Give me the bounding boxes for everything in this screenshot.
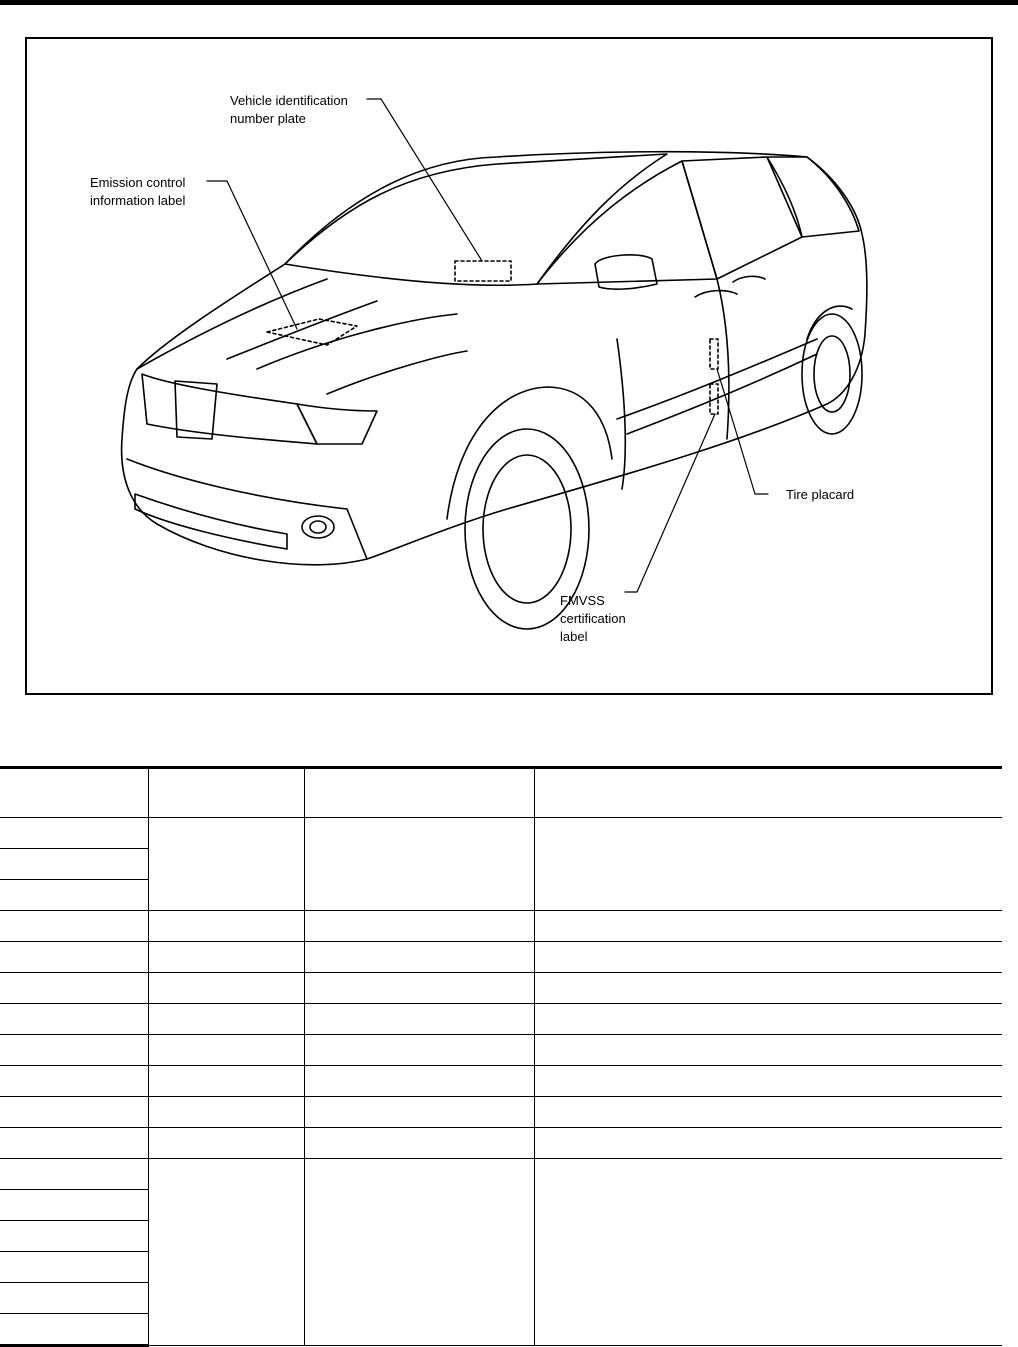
callout-fmvss-certification-label: FMVSS certification label bbox=[560, 593, 626, 644]
table-cell bbox=[148, 818, 304, 911]
table-cell bbox=[304, 818, 534, 911]
table-cell bbox=[0, 1314, 148, 1346]
table-cell bbox=[0, 1252, 148, 1283]
page-header-rule bbox=[0, 0, 1018, 5]
table-cell bbox=[0, 911, 148, 942]
specifications-table bbox=[0, 766, 1002, 1347]
table-cell bbox=[534, 1159, 1002, 1346]
table-cell bbox=[0, 818, 148, 849]
table-row bbox=[0, 942, 1002, 973]
table-cell bbox=[148, 1035, 304, 1066]
table-cell bbox=[148, 1097, 304, 1128]
table-row bbox=[0, 1128, 1002, 1159]
table-cell bbox=[0, 1097, 148, 1128]
table-cell bbox=[304, 1128, 534, 1159]
table-cell bbox=[304, 1097, 534, 1128]
table-row bbox=[0, 1066, 1002, 1097]
table-cell bbox=[534, 942, 1002, 973]
table-cell bbox=[304, 1004, 534, 1035]
table-cell bbox=[0, 880, 148, 911]
table-cell bbox=[148, 1159, 304, 1346]
table-cell bbox=[148, 1128, 304, 1159]
table-cell bbox=[304, 1066, 534, 1097]
table-cell bbox=[0, 973, 148, 1004]
table-row bbox=[0, 1035, 1002, 1066]
table-cell bbox=[148, 1004, 304, 1035]
table-header-row bbox=[0, 768, 1002, 818]
table-header-cell bbox=[148, 768, 304, 818]
callout-emission-control-label: Emission control information label bbox=[90, 175, 186, 208]
table-cell bbox=[0, 1035, 148, 1066]
table-row bbox=[0, 818, 1002, 849]
table-cell bbox=[0, 1128, 148, 1159]
callout-vin-plate: Vehicle identification number plate bbox=[230, 93, 348, 126]
table-row bbox=[0, 1097, 1002, 1128]
table-row bbox=[0, 973, 1002, 1004]
table-cell bbox=[304, 1159, 534, 1346]
table-header-cell bbox=[0, 768, 148, 818]
table-cell bbox=[534, 911, 1002, 942]
vehicle-label-locations-figure bbox=[25, 37, 993, 695]
table-cell bbox=[304, 1035, 534, 1066]
table-cell bbox=[304, 942, 534, 973]
table-cell bbox=[148, 942, 304, 973]
table-cell bbox=[534, 1004, 1002, 1035]
table-cell bbox=[0, 1066, 148, 1097]
table-row bbox=[0, 1004, 1002, 1035]
table-row bbox=[0, 911, 1002, 942]
table-header-cell bbox=[534, 768, 1002, 818]
table-cell bbox=[0, 942, 148, 973]
callout-tire-placard: Tire placard bbox=[786, 487, 855, 502]
table-header-cell bbox=[304, 768, 534, 818]
table-cell bbox=[534, 1035, 1002, 1066]
table-cell bbox=[0, 849, 148, 880]
table-cell bbox=[0, 1283, 148, 1314]
table-cell bbox=[304, 911, 534, 942]
table-cell bbox=[148, 973, 304, 1004]
table-cell bbox=[148, 1066, 304, 1097]
table-cell bbox=[534, 1097, 1002, 1128]
table-cell bbox=[148, 911, 304, 942]
table-cell bbox=[0, 1190, 148, 1221]
table-cell bbox=[0, 1221, 148, 1252]
table-cell bbox=[0, 1004, 148, 1035]
table-cell bbox=[304, 973, 534, 1004]
table-cell bbox=[0, 1159, 148, 1190]
table-cell bbox=[534, 1128, 1002, 1159]
vehicle-illustration bbox=[27, 39, 991, 693]
table-row bbox=[0, 1159, 1002, 1190]
table-cell bbox=[534, 818, 1002, 911]
table-cell bbox=[534, 1066, 1002, 1097]
table-cell bbox=[534, 973, 1002, 1004]
